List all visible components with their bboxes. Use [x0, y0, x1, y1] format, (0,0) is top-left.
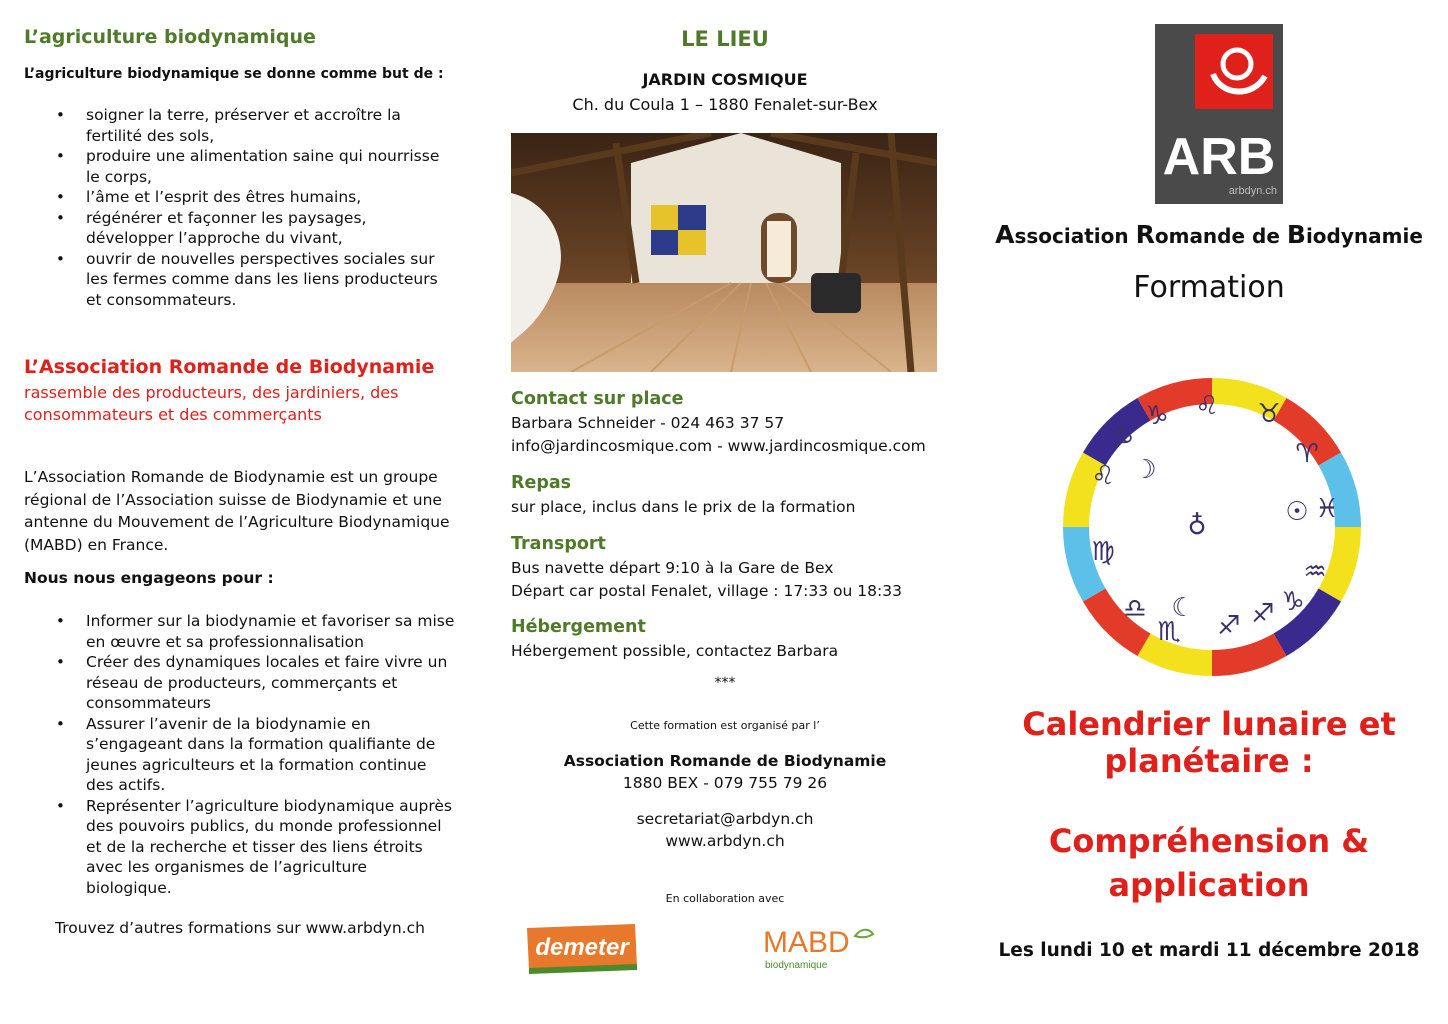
zodiac-ring-segment	[1330, 527, 1348, 595]
list-item: • Représenter l’agriculture biodynamique auprès des pouvoirs publics, du monde professionnel et de la recherche et tisser des liens étroits avec les organismes de l’agriculture biologique.	[56, 796, 456, 899]
venue-address: Ch. du Coula 1 – 1880 Fenalet-sur-Bex	[572, 95, 878, 114]
formation-label: Formation	[1133, 270, 1285, 305]
venue-photo	[511, 133, 937, 372]
contact-phone: Barbara Schneider - 024 463 37 57	[511, 414, 785, 432]
zodiac-ring-segment	[1144, 645, 1212, 663]
association-name: Association Romande de Biodynamie	[995, 220, 1423, 249]
sagittarius-icon: ♐	[1251, 599, 1275, 629]
association-paragraph: L’Association Romande de Biodynamie est un groupe régional de l’Association suisse de Biodynamie et une antenne du Mouvement de l’Agriculture Biodynamique (MABD) en France.	[24, 468, 450, 554]
organizer-phone: 1880 BEX - 079 755 79 26	[622, 774, 828, 792]
agriculture-intro: L’agriculture biodynamique se donne comme but de :	[24, 66, 444, 82]
capricorn-icon: ♑	[1281, 587, 1305, 617]
leo-icon: ♌	[1195, 391, 1219, 421]
scorpio-icon: ♏	[1157, 617, 1181, 647]
meals-text: sur place, inclus dans le prix de la formation	[511, 498, 856, 516]
venue-section-title: LE LIEU	[681, 27, 769, 51]
transport-postal: Départ car postal Fenalet, village : 17:33 ou 18:33	[511, 582, 902, 600]
moon-icon: ☽	[1133, 455, 1157, 485]
earth-icon: ♁	[1187, 511, 1207, 541]
association-subtitle: rassemble des producteurs, des jardiniers, des consommateurs et des commerçants	[24, 383, 399, 424]
transport-heading: Transport	[511, 534, 606, 554]
capricorn-icon: ♑	[1145, 401, 1169, 431]
list-item: • Créer des dynamiques locales et faire vivre un réseau de producteurs, commerçants et consommateurs	[56, 652, 456, 714]
demeter-logo	[523, 922, 641, 974]
commitments-list	[56, 611, 456, 898]
aquarius-icon: ♒	[1303, 557, 1327, 587]
course-dates: Les lundi 10 et mardi 11 décembre 2018	[998, 940, 1420, 961]
right-panel	[970, 0, 1448, 1024]
contact-web[interactable]: info@jardincosmique.com - www.jardincosmique.com	[511, 437, 926, 455]
arb-logo-url: arbdyn.ch	[1228, 185, 1277, 197]
transport-bus: Bus navette départ 9:10 à la Gare de Bex	[511, 559, 834, 577]
taurus-icon: ♉	[1257, 399, 1281, 429]
collaboration-label: En collaboration avec	[665, 892, 785, 905]
mabd-tagline: biodynamique	[765, 960, 828, 971]
more-trainings-link[interactable]: Trouvez d’autres formations sur www.arbdyn.ch	[55, 919, 425, 937]
sagittarius-icon: ♐	[1217, 611, 1241, 641]
demeter-wordmark: demeter	[535, 934, 629, 961]
zodiac-ring-segment	[1212, 645, 1280, 663]
lodging-heading: Hébergement	[511, 617, 646, 637]
commitments-title: Nous nous engageons pour :	[24, 569, 274, 587]
meals-heading: Repas	[511, 473, 572, 493]
libra-icon: ♎	[1123, 594, 1147, 624]
course-title: Calendrier lunaire et planétaire :	[1022, 705, 1396, 780]
leo-icon: ♌	[1091, 461, 1115, 491]
contact-heading: Contact sur place	[511, 389, 684, 409]
section-title-association: L’Association Romande de Biodynamie	[24, 356, 435, 378]
list-item: • ouvrir de nouvelles perspectives sociales sur les fermes comme dans les liens producteurs et consommateurs.	[56, 249, 456, 311]
list-item: • Informer sur la biodynamie et favoriser sa mise en œuvre et sa professionnalisation	[56, 611, 456, 652]
list-item: • Assurer l’avenir de la biodynamie en s’engageant dans la formation qualifiante de jeunes agriculteurs et la formation continue des actifs.	[56, 714, 456, 796]
crescent-icon: ☾	[1171, 593, 1195, 623]
venue-interior-image	[511, 133, 937, 372]
separator: ***	[714, 675, 736, 691]
venue-name: JARDIN COSMIQUE	[642, 70, 808, 89]
sun-icon: ☉	[1285, 497, 1309, 527]
left-panel	[0, 0, 480, 1024]
list-item: • régénérer et façonner les paysages, développer l’approche du vivant,	[56, 208, 456, 249]
organizer-email[interactable]: secretariat@arbdyn.ch	[636, 810, 814, 828]
pisces-icon: ♓	[1315, 494, 1339, 524]
course-subtitle: Compréhension & application	[1048, 822, 1370, 904]
lodging-text: Hébergement possible, contactez Barbara	[511, 642, 839, 660]
aries-icon: ♈	[1295, 439, 1319, 469]
section-title-agriculture: L’agriculture biodynamique	[24, 26, 316, 48]
organized-by: Cette formation est organisé par l’	[630, 719, 820, 732]
middle-panel	[480, 0, 970, 1024]
arb-logo-text: ARB	[1162, 128, 1276, 186]
list-item: • soigner la terre, préserver et accroître la fertilité des sols,	[56, 105, 456, 146]
arb-logo	[1155, 24, 1283, 204]
zodiac-wheel-image	[1057, 372, 1367, 682]
mabd-wordmark: MABD	[763, 926, 850, 959]
agriculture-goals-list	[56, 105, 456, 310]
list-item: • produire une alimentation saine qui nourrisse le corps,	[56, 146, 456, 187]
organizer-website[interactable]: www.arbdyn.ch	[665, 832, 785, 850]
mabd-logo	[763, 920, 878, 976]
cancer-icon: ♋	[1111, 421, 1135, 451]
list-item: • l’âme et l’esprit des êtres humains,	[56, 187, 456, 208]
organizer-name: Association Romande de Biodynamie	[563, 752, 887, 770]
virgo-icon: ♍	[1091, 537, 1115, 567]
